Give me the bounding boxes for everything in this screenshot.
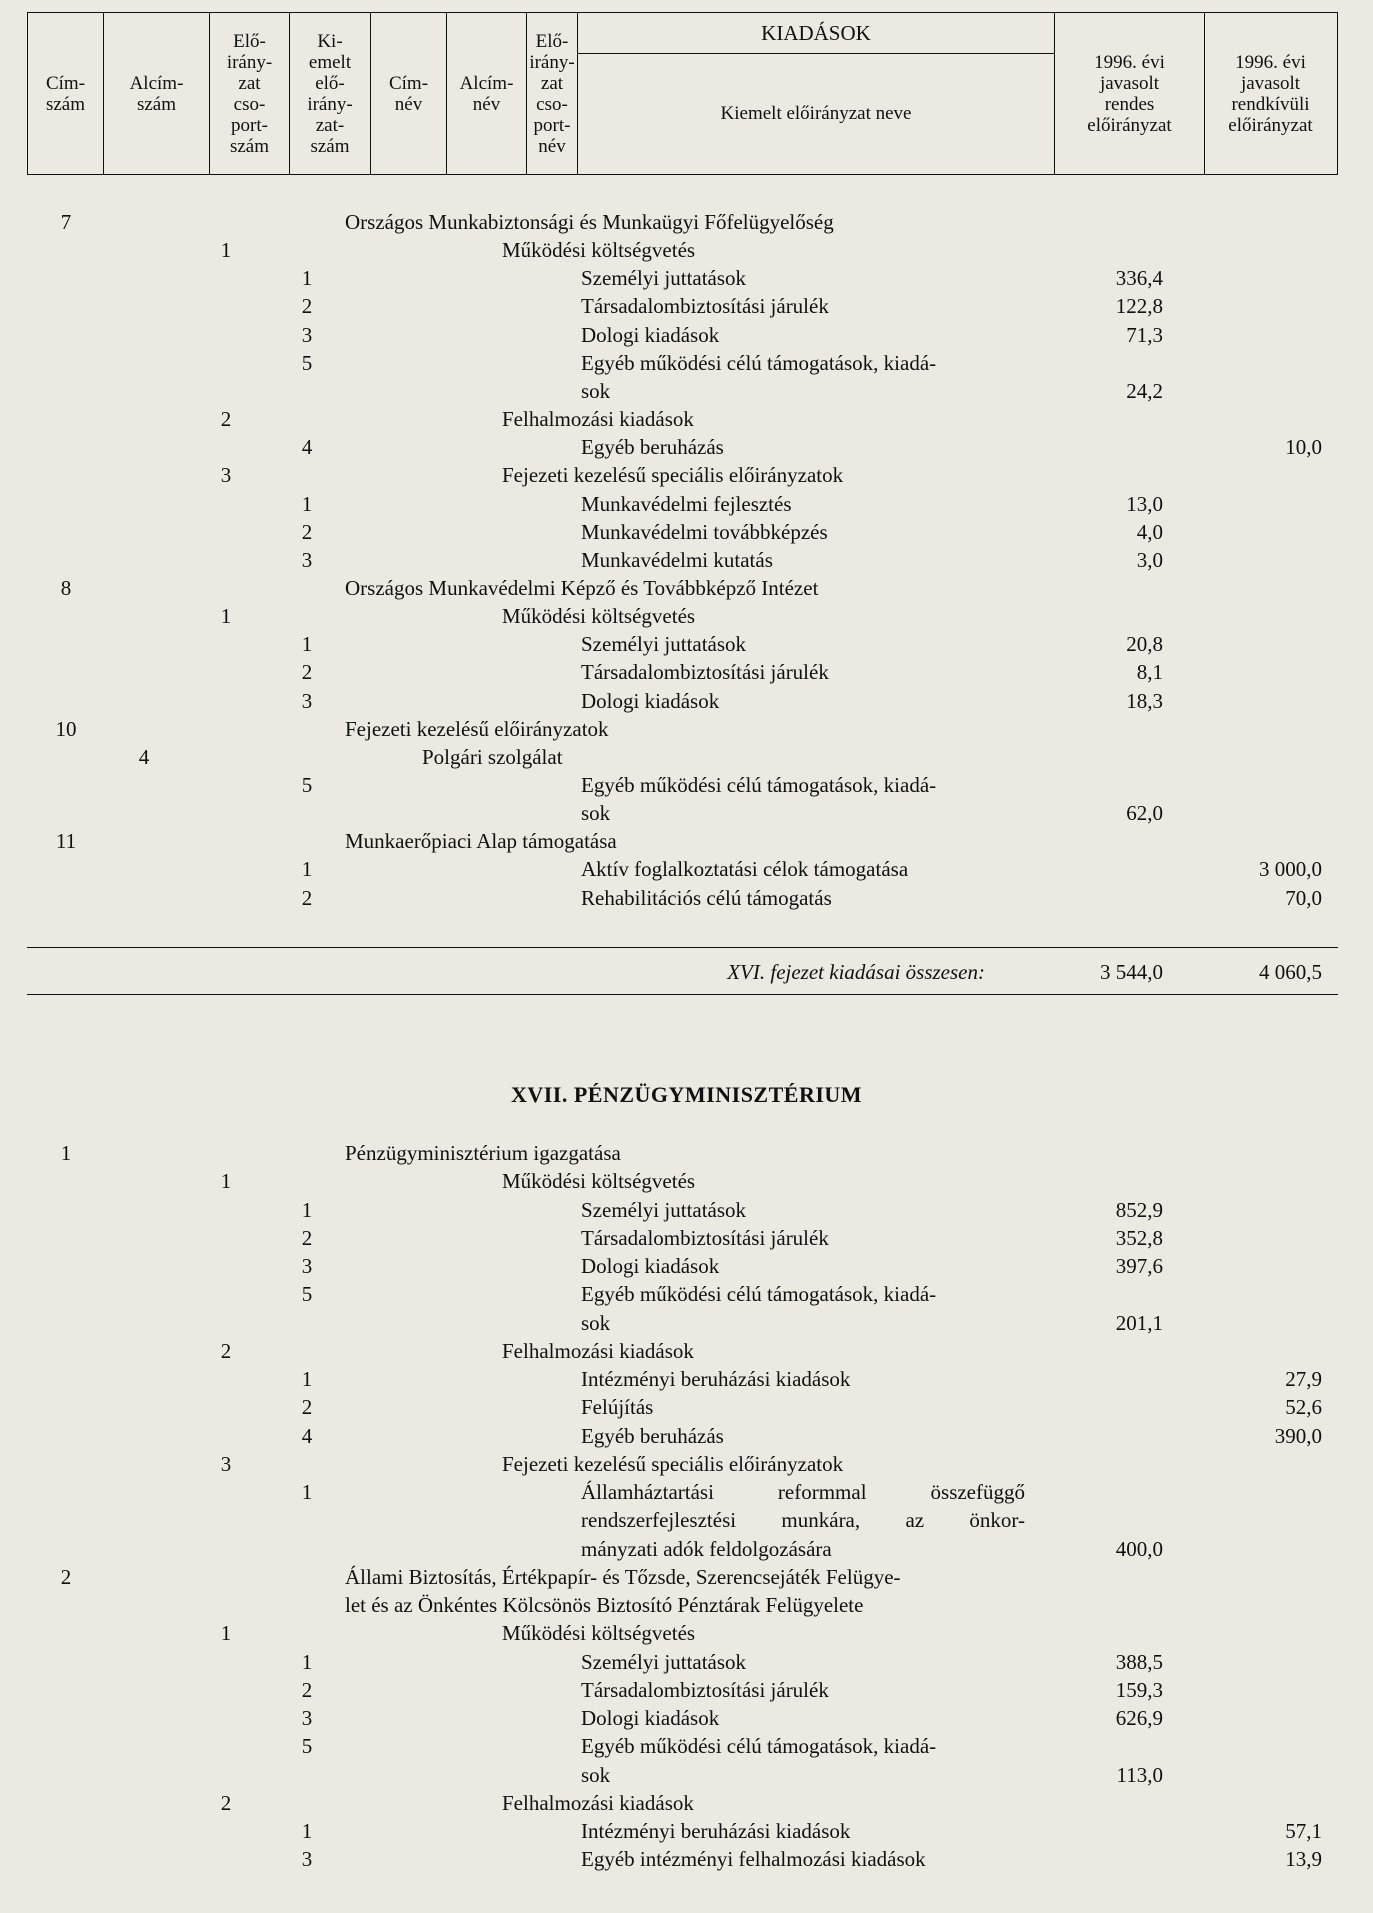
item-number: 2 xyxy=(301,1225,313,1250)
table-row xyxy=(0,208,1373,236)
cim-number: 8 xyxy=(60,575,72,600)
rendkivuli-value: 390,0 xyxy=(1274,1423,1322,1448)
rendkivuli-value: 27,9 xyxy=(1285,1367,1322,1391)
item-number: 2 xyxy=(301,294,313,319)
item-name: Egyéb beruházás xyxy=(581,1423,724,1448)
rendes-value: 352,8 xyxy=(1115,1225,1163,1250)
item-number: 1 xyxy=(301,1480,313,1504)
item-name: Intézményi beruházási kiadások xyxy=(581,1367,851,1391)
header-alcimszam: Alcím- szám xyxy=(104,13,210,174)
table-row xyxy=(0,743,1373,771)
table-row xyxy=(0,658,1373,686)
rendes-value: 3,0 xyxy=(1136,547,1163,572)
item-number: 2 xyxy=(301,519,313,544)
table-row xyxy=(0,1591,1373,1619)
group-name: Működési költségvetés xyxy=(502,604,696,629)
rendes-value: 122,8 xyxy=(1115,294,1163,319)
item-name: Rehabilitációs célú támogatás xyxy=(581,885,832,910)
header-kiemeltszam: Ki- emelt elő- irány- zat- szám xyxy=(290,13,371,174)
group-number: 1 xyxy=(220,1169,232,1194)
group-name: Fejezeti kezelésű speciális előirányzatok xyxy=(502,463,844,488)
item-number: 4 xyxy=(301,1423,313,1448)
item-name: Személyi juttatások xyxy=(581,266,747,291)
rendes-value: 201,1 xyxy=(1115,1310,1163,1335)
group-number: 3 xyxy=(220,463,232,488)
rendes-value: 24,2 xyxy=(1126,378,1163,403)
table-row xyxy=(0,490,1373,518)
rendkivuli-value: 10,0 xyxy=(1285,435,1322,460)
item-number: 2 xyxy=(301,1677,313,1702)
alcim-name: Polgári szolgálat xyxy=(422,744,563,769)
group-name: Felhalmozási kiadások xyxy=(502,1790,694,1815)
rendes-value: 62,0 xyxy=(1126,801,1163,826)
item-name: Aktív foglalkoztatási célok támogatása xyxy=(581,857,909,882)
item-name: Felújítás xyxy=(581,1395,654,1420)
table-row xyxy=(0,1422,1373,1450)
rendkivuli-value: 3 000,0 xyxy=(1259,857,1322,882)
table-row xyxy=(0,827,1373,855)
item-number: 1 xyxy=(301,857,313,882)
group-name: Fejezeti kezelésű speciális előirányzatok xyxy=(502,1451,844,1476)
table-row xyxy=(0,1139,1373,1167)
table-row xyxy=(0,687,1373,715)
rendes-value: 13,0 xyxy=(1126,491,1163,516)
rendkivuli-value: 70,0 xyxy=(1285,885,1322,910)
table-row xyxy=(0,1535,1373,1563)
rendes-value: 336,4 xyxy=(1115,266,1163,291)
item-name: Személyi juttatások xyxy=(581,632,747,657)
item-number: 1 xyxy=(301,1819,313,1843)
item-name: Személyi juttatások xyxy=(581,1197,747,1222)
rendes-value: 20,8 xyxy=(1126,632,1163,657)
table-row xyxy=(0,1563,1373,1591)
table-row xyxy=(0,1280,1373,1308)
item-number: 1 xyxy=(301,1367,313,1391)
cim-name: Pénzügyminisztérium igazgatása xyxy=(345,1141,621,1165)
rendes-value: 400,0 xyxy=(1115,1536,1163,1561)
table-header xyxy=(27,12,1338,175)
rendkivuli-value: 57,1 xyxy=(1285,1819,1322,1843)
header-cimszam: Cím- szám xyxy=(28,13,104,174)
cim-number: 2 xyxy=(60,1564,72,1589)
item-name: sok xyxy=(581,801,611,826)
group-number: 1 xyxy=(220,238,232,263)
rendes-value: 397,6 xyxy=(1115,1254,1163,1278)
table-row xyxy=(0,236,1373,264)
header-kiadasok: KIADÁSOK xyxy=(578,13,1055,54)
rendes-value: 18,3 xyxy=(1126,688,1163,713)
group-number: 2 xyxy=(220,407,232,432)
item-number: 2 xyxy=(301,1395,313,1420)
header-cimnev: Cím- név xyxy=(371,13,447,174)
alcim-number: 4 xyxy=(138,744,150,769)
table-row xyxy=(0,292,1373,320)
table-row xyxy=(0,715,1373,743)
rendes-value: 71,3 xyxy=(1126,322,1163,347)
table-row xyxy=(0,1478,1373,1506)
item-name: Államháztartási reformmal összefüggő xyxy=(581,1480,1025,1504)
cim-number: 1 xyxy=(60,1141,72,1165)
table-row xyxy=(0,264,1373,292)
item-name: Egyéb működési célú támogatások, kiadá- xyxy=(581,1734,937,1759)
summary-top-rule xyxy=(27,947,1338,948)
item-name: Egyéb beruházás xyxy=(581,435,724,460)
item-number: 3 xyxy=(301,1254,313,1278)
group-name: Felhalmozási kiadások xyxy=(502,407,694,432)
item-name: Társadalombiztosítási járulék xyxy=(581,660,829,685)
table-row xyxy=(0,1817,1373,1845)
table-row xyxy=(0,799,1373,827)
table-row xyxy=(0,1252,1373,1280)
item-name: sok xyxy=(581,378,611,403)
table-row xyxy=(0,377,1373,405)
table-row xyxy=(0,1196,1373,1224)
group-name: Működési költségvetés xyxy=(502,1621,696,1646)
item-number: 2 xyxy=(301,660,313,685)
item-name: Társadalombiztosítási járulék xyxy=(581,294,829,319)
item-name: Munkavédelmi fejlesztés xyxy=(581,491,792,516)
item-name: sok xyxy=(581,1310,611,1335)
group-number: 2 xyxy=(220,1338,232,1363)
table-row xyxy=(0,884,1373,912)
item-name: Egyéb intézményi felhalmozási kiadások xyxy=(581,1847,926,1872)
item-number: 3 xyxy=(301,1847,313,1872)
item-name: Társadalombiztosítási járulék xyxy=(581,1225,829,1250)
rendes-value: 626,9 xyxy=(1115,1706,1163,1730)
item-number: 3 xyxy=(301,322,313,347)
summary-rendes: 3 544,0 xyxy=(1100,960,1163,984)
item-name: Egyéb működési célú támogatások, kiadá- xyxy=(581,350,937,375)
summary-label: XVI. fejezet kiadásai összesen: xyxy=(727,960,985,984)
item-number: 3 xyxy=(301,1706,313,1730)
table-row xyxy=(0,405,1373,433)
table-row xyxy=(0,1309,1373,1337)
rendes-value: 113,0 xyxy=(1116,1762,1163,1787)
table-row xyxy=(0,433,1373,461)
table-row xyxy=(0,461,1373,489)
item-number: 5 xyxy=(301,1734,313,1759)
table-row xyxy=(0,349,1373,377)
cim-number: 11 xyxy=(55,829,77,854)
cim-name: Munkaerőpiaci Alap támogatása xyxy=(345,829,617,854)
item-name: Dologi kiadások xyxy=(581,322,720,347)
item-number: 1 xyxy=(301,1197,313,1222)
item-number: 5 xyxy=(301,350,313,375)
table-row xyxy=(0,771,1373,799)
item-name: Munkavédelmi továbbképzés xyxy=(581,519,828,544)
item-number: 3 xyxy=(301,547,313,572)
rendkivuli-value: 52,6 xyxy=(1285,1395,1322,1420)
rendes-value: 388,5 xyxy=(1115,1649,1163,1674)
item-number: 3 xyxy=(301,688,313,713)
summary-rendkivuli: 4 060,5 xyxy=(1259,960,1322,984)
item-number: 1 xyxy=(301,491,313,516)
item-name: Munkavédelmi kutatás xyxy=(581,547,773,572)
cim-name: let és az Önkéntes Kölcsönös Biztosító Pénztárak Felügyelete xyxy=(345,1593,864,1617)
item-name: Társadalombiztosítási járulék xyxy=(581,1677,829,1702)
cim-name: Országos Munkavédelmi Képző és Továbbképző Intézet xyxy=(345,575,819,600)
item-number: 1 xyxy=(301,632,313,657)
header-alcimnev: Alcím- név xyxy=(447,13,527,174)
summary-bottom-rule xyxy=(27,994,1338,995)
group-number: 1 xyxy=(220,604,232,629)
rendes-value: 852,9 xyxy=(1115,1197,1163,1222)
table-row xyxy=(0,855,1373,883)
item-name: Intézményi beruházási kiadások xyxy=(581,1819,851,1843)
group-number: 2 xyxy=(220,1790,232,1815)
table-row xyxy=(0,1506,1373,1534)
item-name: rendszerfejlesztési munkára, az önkor- xyxy=(581,1508,1025,1533)
item-number: 5 xyxy=(301,1282,313,1307)
section-title: XVII. PÉNZÜGYMINISZTÉRIUM xyxy=(510,1082,863,1107)
table-row xyxy=(0,602,1373,630)
summary-row xyxy=(0,958,1373,986)
rendes-value: 159,3 xyxy=(1115,1677,1163,1702)
table-row xyxy=(0,630,1373,658)
table-row xyxy=(0,321,1373,349)
table-row xyxy=(0,574,1373,602)
cim-name: Fejezeti kezelésű előirányzatok xyxy=(345,716,609,741)
header-csoportszam: Elő- irány- zat cso- port- szám xyxy=(210,13,290,174)
table-row xyxy=(0,1704,1373,1732)
cim-name: Állami Biztosítás, Értékpapír- és Tőzsde, Szerencsejáték Felügye- xyxy=(345,1564,901,1589)
item-number: 4 xyxy=(301,435,313,460)
table-row xyxy=(0,1167,1373,1195)
table-row xyxy=(0,518,1373,546)
header-rendes: 1996. évi javasolt rendes előirányzat xyxy=(1055,13,1205,174)
group-number: 1 xyxy=(220,1621,232,1646)
item-name: Egyéb működési célú támogatások, kiadá- xyxy=(581,773,937,797)
header-csoportnev: Elő- irány- zat cso- port- név xyxy=(527,13,578,174)
item-number: 1 xyxy=(301,266,313,291)
group-name: Felhalmozási kiadások xyxy=(502,1338,694,1363)
table-row xyxy=(0,1732,1373,1760)
cim-number: 7 xyxy=(60,210,72,234)
table-row xyxy=(0,1845,1373,1873)
table-row xyxy=(0,1761,1373,1789)
table-row xyxy=(0,1450,1373,1478)
item-name: mányzati adók feldolgozására xyxy=(581,1536,832,1561)
table-row xyxy=(0,1393,1373,1421)
item-name: Személyi juttatások xyxy=(581,1649,747,1674)
table-row xyxy=(0,1337,1373,1365)
cim-number: 10 xyxy=(55,716,77,741)
item-name: Dologi kiadások xyxy=(581,1254,720,1278)
table-row xyxy=(0,1224,1373,1252)
table-row xyxy=(0,1619,1373,1647)
item-name: Dologi kiadások xyxy=(581,1706,720,1730)
header-rendkivuli: 1996. évi javasolt rendkívüli előirányzat xyxy=(1228,51,1313,136)
table-row xyxy=(0,1789,1373,1817)
item-number: 2 xyxy=(301,885,313,910)
rendes-value: 4,0 xyxy=(1136,519,1163,544)
item-number: 5 xyxy=(301,773,313,797)
table-row xyxy=(0,1648,1373,1676)
item-name: sok xyxy=(581,1762,611,1787)
table-row xyxy=(0,1365,1373,1393)
rendkivuli-value: 13,9 xyxy=(1285,1847,1322,1872)
rendes-value: 8,1 xyxy=(1136,660,1163,685)
group-name: Működési költségvetés xyxy=(502,238,696,263)
item-name: Egyéb működési célú támogatások, kiadá- xyxy=(581,1282,937,1307)
table-row xyxy=(0,546,1373,574)
group-name: Működési költségvetés xyxy=(502,1169,696,1194)
header-kiemelt-nev: Kiemelt előirányzat neve xyxy=(578,54,1055,174)
cim-name: Országos Munkabiztonsági és Munkaügyi Főfelügyelőség xyxy=(345,210,834,234)
item-number: 1 xyxy=(301,1649,313,1674)
group-number: 3 xyxy=(220,1451,232,1476)
table-row xyxy=(0,1676,1373,1704)
item-name: Dologi kiadások xyxy=(581,688,720,713)
